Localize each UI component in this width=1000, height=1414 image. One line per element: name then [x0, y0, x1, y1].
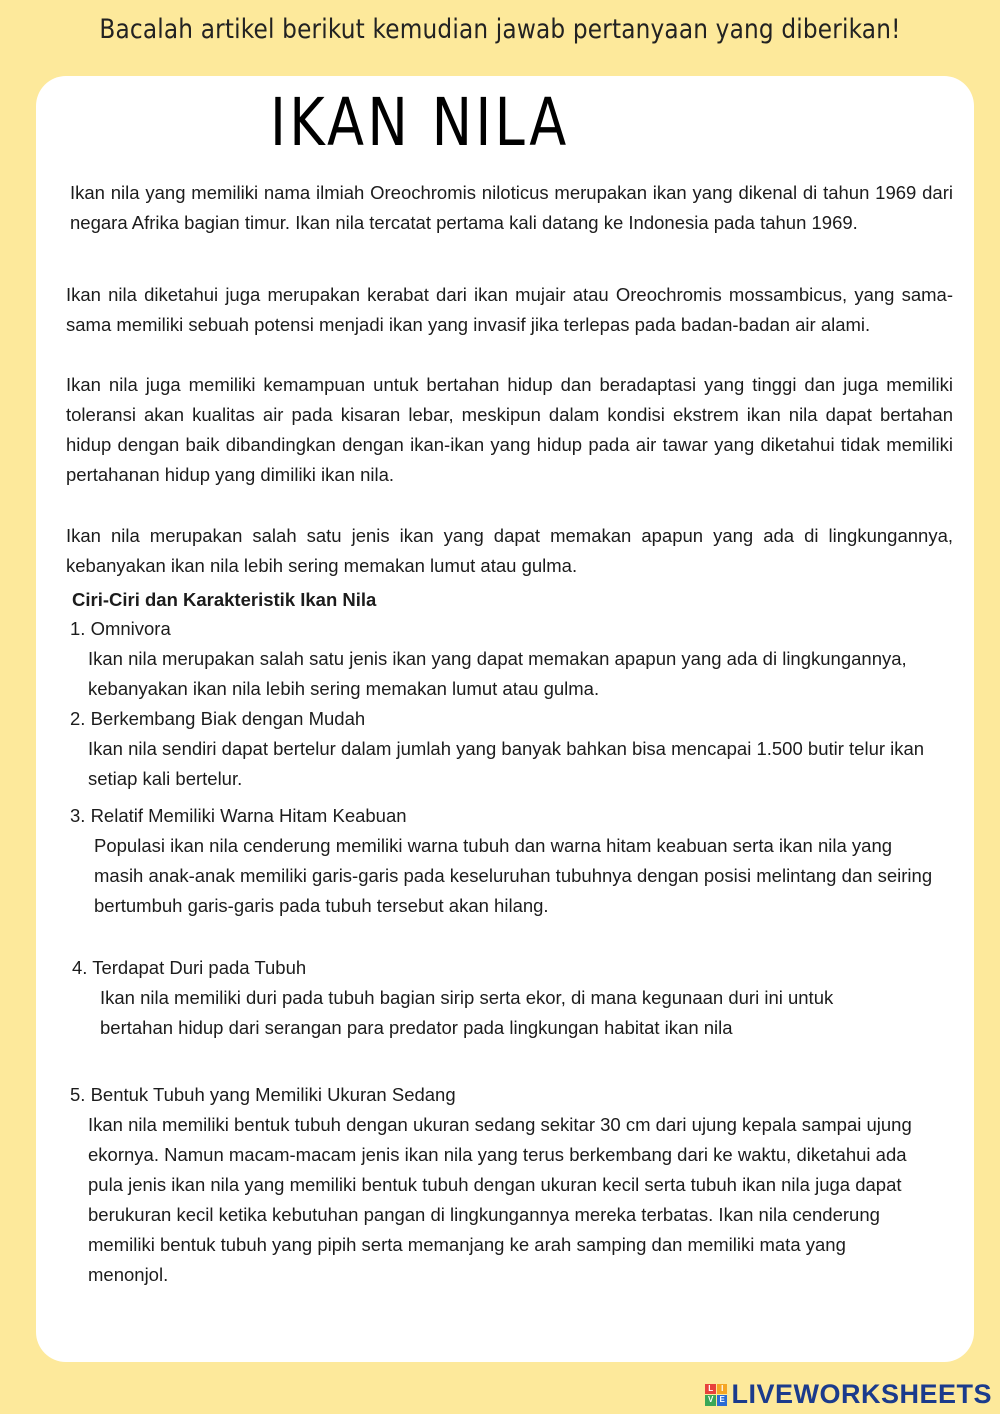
item-5-body: Ikan nila memiliki bentuk tubuh dengan ukuran sedang sekitar 30 cm dari ujung kepala sampai ujung ekornya. Namun macam-macam jenis ikan nila yang terus berkembang dari ke waktu, diketahui ada pula jenis ikan nila yang memiliki bentuk tubuh dengan ukuran kecil serta tubuh ikan nila juga dapat berukuran kecil ketika kebutuhan pangan di lingkungannya mereka terbatas. Ikan nila cenderung memiliki bentuk tubuh yang pipih serta memanjang ke arah samping dan memiliki mata yang menonjol. — [88, 1114, 912, 1285]
item-3-body: Populasi ikan nila cenderung memiliki warna tubuh dan warna hitam keabuan serta ikan nila yang masih anak-anak memiliki garis-garis pada keseluruhan tubuhnya dengan posisi melintang dan seiring bertumbuh garis-garis pada tubuh tersebut akan hilang. — [94, 835, 933, 916]
characteristics-heading: Ciri-Ciri dan Karakteristik Ikan Nila — [72, 589, 377, 610]
paragraph-makanan: Ikan nila merupakan salah satu jenis ikan yang dapat memakan apapun yang ada di lingkungannya, kebanyakan ikan nila lebih sering memakan lumut atau gulma. — [66, 525, 953, 576]
item-2-body: Ikan nila sendiri dapat bertelur dalam jumlah yang banyak bahkan bisa mencapai 1.500 butir telur ikan setiap kali bertelur. — [88, 738, 925, 789]
paragraph-intro: Ikan nila yang memiliki nama ilmiah Oreochromis niloticus merupakan ikan yang dikenal di tahun 1969 dari negara Afrika bagian timur. Ikan nila tercatat pertama kali datang ke Indonesia pada tahun 1969. — [70, 182, 953, 233]
liveworksheets-brand — [705, 1379, 992, 1410]
item-3-title: 3. Relatif Memiliki Warna Hitam Keabuan — [70, 805, 407, 826]
article-title: IKAN NILA — [270, 84, 570, 161]
paragraph-kerabat: Ikan nila diketahui juga merupakan kerabat dari ikan mujair atau Oreochromis mossambicus, yang sama-sama memiliki sebuah potensi menjadi ikan yang invasif jika terlepas pada badan-badan air alami. — [66, 284, 953, 335]
item-1-body: Ikan nila merupakan salah satu jenis ikan yang dapat memakan apapun yang ada di lingkungannya, kebanyakan ikan nila lebih sering memakan lumut atau gulma. — [88, 648, 907, 699]
liveworksheets-name: LIVEWORKSHEETS — [731, 1379, 992, 1409]
instruction-text: Bacalah artikel berikut kemudian jawab pertanyaan yang diberikan! — [99, 14, 901, 45]
item-2-title: 2. Berkembang Biak dengan Mudah — [70, 708, 366, 729]
paragraph-adaptasi: Ikan nila juga memiliki kemampuan untuk bertahan hidup dan beradaptasi yang tinggi dan juga memiliki toleransi akan kualitas air pada kisaran lebar, meskipun dalam kondisi ekstrem ikan nila dapat bertahan hidup dengan baik dibandingkan dengan ikan-ikan yang hidup pada air tawar yang diketahui tidak memiliki pertahanan hidup yang dimiliki ikan nila. — [66, 374, 953, 485]
item-4-title: 4. Terdapat Duri pada Tubuh — [72, 957, 307, 978]
liveworksheets-logo-icon: L I V E — [705, 1384, 727, 1406]
item-1-title: 1. Omnivora — [70, 618, 171, 639]
item-4-body: Ikan nila memiliki duri pada tubuh bagian sirip serta ekor, di mana kegunaan duri ini untuk bertahan hidup dari serangan para predator pada lingkungan habitat ikan nila — [100, 987, 834, 1038]
item-5-title: 5. Bentuk Tubuh yang Memiliki Ukuran Sedang — [70, 1084, 456, 1105]
